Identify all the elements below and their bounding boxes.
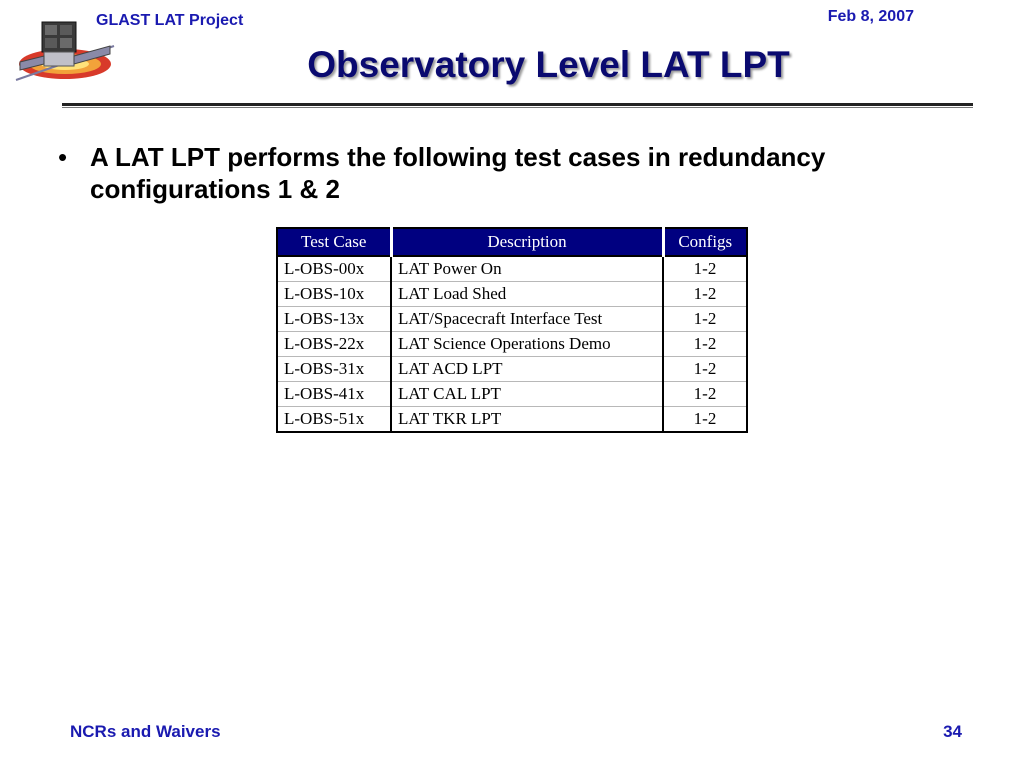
cell-configs: 1-2 (663, 357, 747, 382)
bullet-point (58, 141, 958, 205)
title-divider (62, 103, 973, 106)
project-name: GLAST LAT Project (96, 12, 244, 29)
cell-description: LAT Load Shed (391, 282, 663, 307)
table-row (277, 256, 747, 282)
cell-configs: 1-2 (663, 282, 747, 307)
bullet-text: A LAT LPT performs the following test cases in redundancy configurations 1 & 2 (90, 142, 826, 204)
table-row (277, 332, 747, 357)
cell-test-case: L-OBS-41x (277, 382, 391, 407)
table-row (277, 282, 747, 307)
header-test-case: Test Case (277, 228, 391, 256)
header-configs: Configs (663, 228, 747, 256)
cell-description: LAT Science Operations Demo (391, 332, 663, 357)
cell-configs: 1-2 (663, 307, 747, 332)
page-number: 34 (943, 722, 962, 741)
cell-description: LAT/Spacecraft Interface Test (391, 307, 663, 332)
cell-description: LAT ACD LPT (391, 357, 663, 382)
table-row (277, 307, 747, 332)
table-row (277, 407, 747, 433)
slide-date: Feb 8, 2007 (827, 8, 914, 25)
table-row (277, 357, 747, 382)
cell-description: LAT TKR LPT (391, 407, 663, 433)
test-case-table (276, 227, 748, 433)
title-divider-thin (62, 107, 973, 108)
cell-description: LAT Power On (391, 256, 663, 282)
cell-configs: 1-2 (663, 407, 747, 433)
bullet-marker: • (58, 142, 68, 172)
cell-configs: 1-2 (663, 382, 747, 407)
table-row (277, 382, 747, 407)
cell-test-case: L-OBS-31x (277, 357, 391, 382)
cell-test-case: L-OBS-10x (277, 282, 391, 307)
slide-title: Observatory Level LAT LPT (307, 44, 790, 85)
cell-test-case: L-OBS-13x (277, 307, 391, 332)
cell-configs: 1-2 (663, 332, 747, 357)
cell-test-case: L-OBS-00x (277, 256, 391, 282)
table-header-row (277, 228, 747, 256)
cell-test-case: L-OBS-51x (277, 407, 391, 433)
header-description: Description (391, 228, 663, 256)
cell-test-case: L-OBS-22x (277, 332, 391, 357)
cell-description: LAT CAL LPT (391, 382, 663, 407)
footer-section-title: NCRs and Waivers (70, 722, 221, 741)
cell-configs: 1-2 (663, 256, 747, 282)
